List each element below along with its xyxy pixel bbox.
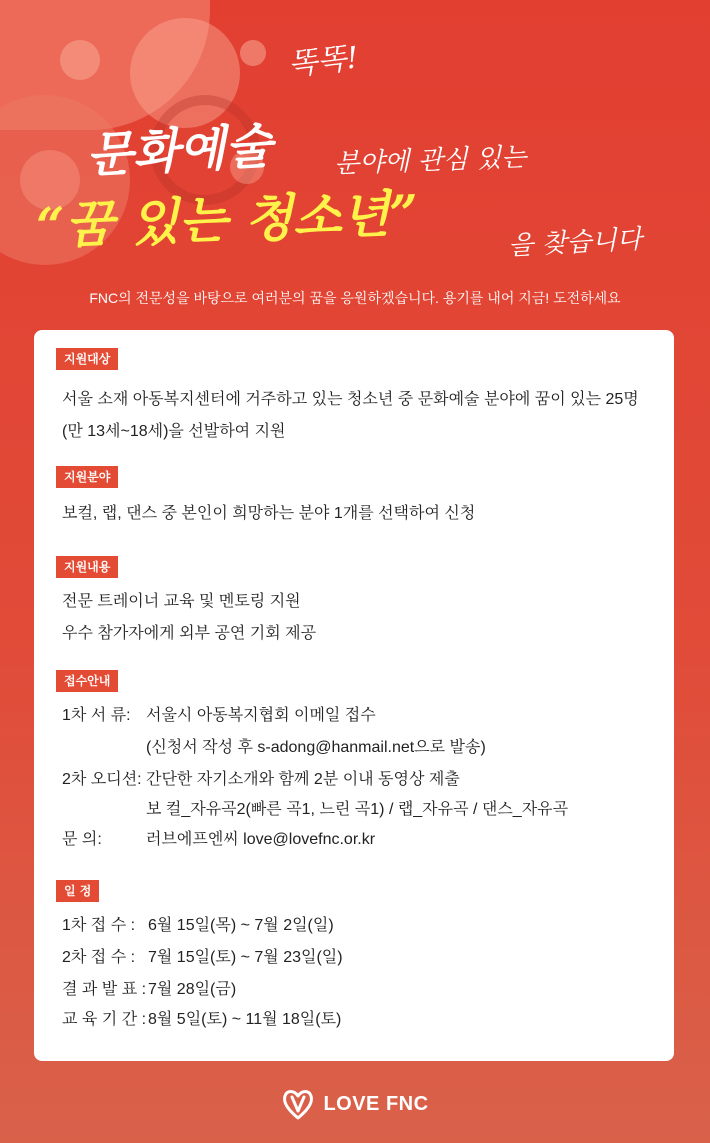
schedule-value: 8월 5일(토) ~ 11월 18일(토) xyxy=(148,1011,342,1028)
application-row xyxy=(62,766,460,789)
application-row xyxy=(62,796,568,819)
intro-text: FNC의 전문성을 바탕으로 여러분의 꿈을 응원하겠습니다. 용기를 내어 지금! 도전하세요 xyxy=(89,290,621,306)
application-row xyxy=(62,826,375,849)
schedule-label: 1차 접 수 : xyxy=(62,917,136,934)
section-tag-content: 지원내용 xyxy=(56,556,118,578)
content-line: 전문 트레이너 교육 및 멘토링 지원 xyxy=(62,593,301,610)
application-value: 러브에프엔씨 love@lovefnc.or.kr xyxy=(146,831,376,848)
knock-text: 똑똑! xyxy=(286,40,361,83)
schedule-label: 2차 접 수 : xyxy=(62,949,136,966)
headline-culture-arts: 문화예술 xyxy=(84,118,274,184)
application-row xyxy=(62,702,376,725)
field-line: 보컬, 랩, 댄스 중 본인이 희망하는 분야 1개를 선택하여 신청 xyxy=(62,505,476,522)
schedule-label: 교 육 기 간 : xyxy=(62,1011,147,1028)
application-value: 간단한 자기소개와 함께 2분 이내 동영상 제출 xyxy=(146,771,460,788)
application-row xyxy=(62,734,486,757)
application-value: 보 컬_자유곡2(빠른 곡1, 느린 곡1) / 랩_자유곡 / 댄스_자유곡 xyxy=(146,801,569,818)
info-card xyxy=(34,330,674,1061)
content-line: 우수 참가자에게 외부 공연 기회 제공 xyxy=(62,625,317,642)
schedule-value: 7월 28일(금) xyxy=(148,981,237,998)
target-line: (만 13세~18세)을 선발하여 지원 xyxy=(62,423,286,440)
headline-interest: 분야에 관심 있는 xyxy=(333,142,527,180)
application-label: 1차 서 류: xyxy=(62,707,131,724)
section-tag-schedule: 일 정 xyxy=(56,880,99,902)
section-tag-target: 지원대상 xyxy=(56,348,118,370)
application-label: 문 의: xyxy=(62,831,102,848)
section-tag-application: 접수안내 xyxy=(56,670,118,692)
schedule-row xyxy=(62,1006,341,1029)
schedule-row xyxy=(62,976,236,999)
section-tag-field: 지원분야 xyxy=(56,466,118,488)
target-line: 서울 소재 아동복지센터에 거주하고 있는 청소년 중 문화예술 분야에 꿈이 있는 25명 xyxy=(62,391,639,408)
schedule-value: 6월 15일(목) ~ 7월 2일(일) xyxy=(148,917,334,934)
decor-bubble xyxy=(240,40,266,66)
application-value: 서울시 아동복지협회 이메일 접수 xyxy=(146,707,376,724)
logo-text: LOVE FNC xyxy=(323,1092,429,1115)
application-label: 2차 오디션: xyxy=(62,771,142,788)
schedule-value: 7월 15일(토) ~ 7월 23일(일) xyxy=(148,949,343,966)
love-fnc-logo xyxy=(0,1084,710,1124)
decor-bubble xyxy=(60,40,100,80)
headline-seeking: 을 찾습니다 xyxy=(507,224,643,262)
schedule-label: 결 과 발 표 : xyxy=(62,981,147,998)
heart-v-logo-icon xyxy=(281,1087,315,1121)
schedule-row xyxy=(62,944,343,967)
schedule-row xyxy=(62,912,334,935)
headline-dream-youth: “꿈 있는 청소년” xyxy=(35,183,420,256)
application-value: (신청서 작성 후 s-adong@hanmail.net으로 발송) xyxy=(146,739,486,756)
